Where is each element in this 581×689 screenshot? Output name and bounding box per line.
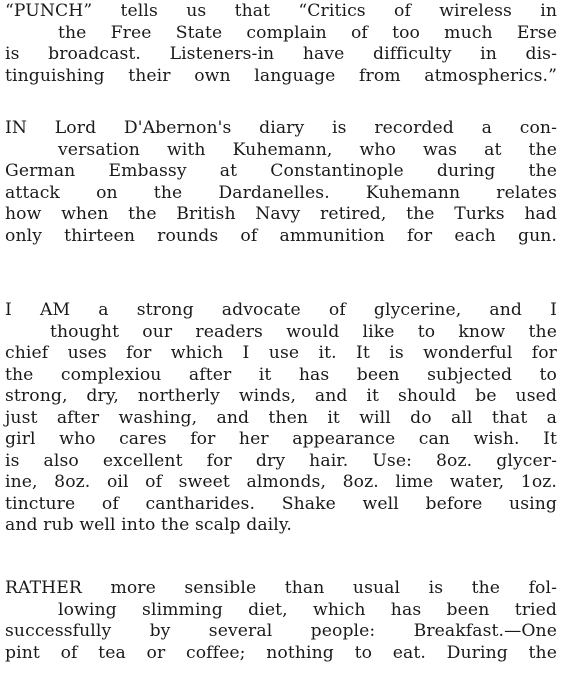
text-line: tincture of cantharides. Shake well before using xyxy=(5,493,557,514)
text-line: successfully by several people: Breakfast.—One xyxy=(5,621,557,641)
paragraph-slimming-diet xyxy=(5,578,557,664)
text-line: only thirteen rounds of ammunition for each gun. xyxy=(5,225,557,246)
text-line: German Embassy at Constantinople during the xyxy=(5,161,557,181)
text-line: versation with Kuhemann, who was at the xyxy=(58,139,557,160)
text-line: attack on the Dardanelles. Kuhemann relates xyxy=(5,182,557,203)
text-line: is also excellent for dry hair. Use: 8oz. glycer- xyxy=(5,450,557,471)
text-line: how when the British Navy retired, the Turks had xyxy=(5,204,557,224)
text-line: is broadcast. Listeners-in have difficulty in dis- xyxy=(5,44,557,64)
text-line: chief uses for which I use it. It is wonderful for xyxy=(5,343,557,363)
paragraph-dabernon-diary xyxy=(5,118,557,247)
paragraph-glycerine xyxy=(5,300,557,537)
text-line: girl who cares for her appearance can wish. It xyxy=(5,429,557,449)
text-line: the complexiou after it has been subjected to xyxy=(5,364,557,385)
text-line: RATHER more sensible than usual is the fol- xyxy=(5,578,557,598)
text-line: ine, 8oz. oil of sweet almonds, 8oz. lime water, 1oz. xyxy=(5,472,557,492)
paragraph-punch-erse xyxy=(5,1,557,87)
text-line: tinguishing their own language from atmospherics.” xyxy=(5,65,557,86)
text-line: IN Lord D'Abernon's diary is recorded a con- xyxy=(5,118,557,138)
text-line: I AM a strong advocate of glycerine, and I xyxy=(5,300,557,320)
text-line: the Free State complain of too much Erse xyxy=(58,22,557,43)
text-line: thought our readers would like to know the xyxy=(50,321,557,342)
text-line: “PUNCH” tells us that “Critics of wireless in xyxy=(5,1,557,21)
text-line: just after washing, and then it will do all that a xyxy=(5,407,557,428)
text-line: lowing slimming diet, which has been tried xyxy=(58,599,557,620)
text-line: strong, dry, northerly winds, and it should be used xyxy=(5,386,557,406)
text-line: pint of tea or coffee; nothing to eat. During the xyxy=(5,642,557,663)
text-line: and rub well into the scalp daily. xyxy=(5,515,292,535)
